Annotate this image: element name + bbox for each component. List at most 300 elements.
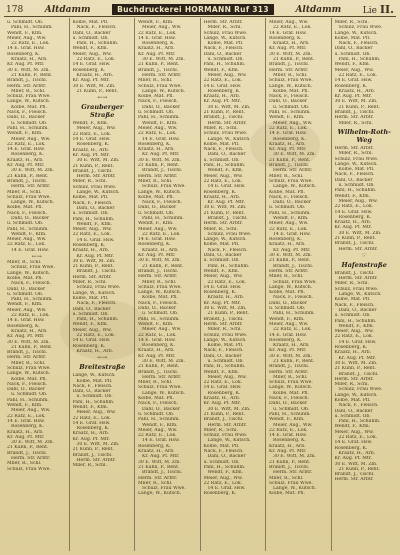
entry-line: 30 E. Witt, M. Zm.	[142, 359, 185, 364]
entry-line: Meier, Aug., Ww.	[11, 136, 51, 142]
entry-line: Herm. Str. Arbtr.	[203, 321, 243, 327]
entry-line: Brandt, J., Tischl.	[142, 168, 183, 174]
entry-line: Rosenberg, K.	[72, 242, 106, 248]
entry-line: Rosenberg, K.	[138, 443, 171, 449]
entry-line: u. Schmidt. Ob.	[7, 20, 44, 25]
entry-line: 21 Kühn, P., Rent.	[142, 263, 184, 269]
entry-line: 21 Kühn, P., Rent.	[338, 104, 380, 110]
entry-line: Wendt, F., Kfm.	[76, 221, 113, 227]
entry-line: Herm. Str. Arbtr.	[334, 145, 374, 151]
entry-line: Wendt, F., Kfm.	[334, 62, 371, 68]
entry-line: Kolbe, Mat. Pfl.	[138, 194, 174, 200]
entry-line: u. Schmidt. Ob.	[269, 205, 306, 211]
entry-line: Schulz, Frau Wwe.	[269, 480, 313, 486]
entry-line: Brandt, J., Tischl.	[7, 350, 48, 356]
entry-line: 21 Kühn, P., Rent.	[273, 57, 315, 63]
entry-line: Kr. Aug. Pf. Mtr.	[72, 152, 110, 158]
entry-line: Schulz, Frau Wwe.	[7, 194, 51, 200]
entry-line: Herm. Str. Arbtr.	[203, 20, 243, 25]
entry-line: Kr. Aug. Pf. Mtr.	[269, 348, 307, 354]
entry-line: Nack, F., Fleisch.	[138, 401, 179, 407]
entry-line: Kr. Aug. Pf. Mtr.	[203, 401, 241, 407]
entry-line: Lange, W., Kutsch.	[269, 83, 313, 89]
entry-line: Dahl, O., Bäcker	[72, 389, 111, 395]
entry-line: Brandt, J., Tischl.	[269, 364, 310, 370]
entry-line: Rosenberg, K.	[203, 290, 237, 296]
entry-line: Pahl, H., Schuhm.	[203, 364, 246, 370]
entry-line: Kolbe, Mat. Pfl.	[72, 195, 109, 201]
entry-line: 14 E. Graf. Hsw.	[338, 339, 377, 345]
entry-line: Meier, Aug., Ww.	[138, 125, 178, 131]
entry-line: 14 E. Graf. Hsw.	[269, 332, 307, 338]
entry-line: Herm. Str. Arbtr.	[7, 355, 47, 361]
entry-line: Rosenberg, K.	[138, 141, 171, 147]
entry-line: Herm. Str. Arbtr.	[11, 184, 51, 190]
entry-line: Herm. Str. Arbtr.	[273, 168, 313, 174]
entry-line: Kr. Aug. Pf. Mtr.	[334, 225, 372, 231]
entry-line: Kraatz, H., Arb.	[334, 350, 372, 356]
entry-line: Nack, F., Fleisch.	[269, 194, 310, 200]
entry-line: Herm. Str. Arbtr.	[269, 369, 309, 375]
entry-line: 30 E. Witt, M. Zm.	[138, 258, 181, 264]
entry-line: Lange, W., Kutsch.	[142, 88, 186, 94]
entry-line: 21 Kühn, P., Rent.	[207, 311, 249, 317]
entry-line: 14 E. Graf. Hsw.	[72, 62, 111, 68]
entry-line: Lange, W., Kutsch.	[338, 292, 382, 298]
entry-line: Schulz, Frau Wwe.	[142, 184, 186, 190]
entry-line: Kraatz, H., Arb.	[207, 295, 245, 301]
entry-line: Brandt, J., Tischl.	[7, 78, 48, 84]
street-title: Hafenstraße	[341, 260, 387, 269]
column-5	[266, 18, 332, 551]
entry-line: Mller, R., Schl.	[269, 475, 304, 481]
entry-line: Mller, R., Schl.	[11, 360, 46, 366]
entry-line: Nack, F., Fleisch.	[269, 396, 310, 402]
entry-line: Nack, F., Fleisch.	[203, 449, 244, 455]
entry-line: Nack, F., Fleisch.	[72, 200, 113, 206]
entry-line: Wendt, F., Kfm.	[7, 403, 43, 409]
entry-line: Lange, W., Kutsch.	[273, 184, 317, 190]
entry-line: 30 E. Witt, M. Zm.	[334, 99, 378, 105]
entry-line: Meier, Aug., Ww.	[203, 475, 243, 481]
column-2	[70, 18, 136, 551]
entry-line: Kolbe, Mat. Pfl.	[11, 376, 47, 382]
entry-line: Brandt, J., Tischl.	[7, 178, 48, 184]
entry-line: Mller, R., Schl.	[269, 274, 304, 280]
entry-line: u. Schmidt. Ob.	[72, 211, 109, 217]
entry-line: 14 E. Graf. Hsw.	[203, 284, 242, 290]
entry-line: 30 E. Witt, M. Zm.	[72, 83, 116, 89]
entry-line: 14 E. Graf. Hsw.	[138, 337, 176, 343]
entry-line: Kr. Aug. Pf. Mtr.	[138, 353, 176, 359]
entry-line: Pahl, H., Schuhm.	[334, 188, 377, 194]
entry-line: Wendt, F., Kfm.	[72, 46, 109, 52]
entry-line: 21 Kühn, P., Rent.	[334, 366, 376, 372]
entry-line: Kr. Aug. Pf. Mtr.	[269, 46, 307, 52]
entry-line: Schulz, Frau Wwe.	[273, 279, 317, 285]
entry-line: Meier, Aug., Ww.	[72, 51, 112, 57]
entry-line: Kraatz, H., Arb.	[7, 429, 44, 435]
entry-line: Dahl, O., Bäcker	[269, 300, 308, 306]
entry-line: Kolbe, Mat. Pfl.	[76, 378, 113, 384]
entry-line: Kr. Aug. Pf. Mtr.	[72, 436, 110, 442]
column-1	[4, 18, 70, 551]
entry-line: Kr. Aug. Pf. Mtr.	[203, 300, 241, 306]
entry-line: Kr. Aug. Pf. Mtr.	[273, 247, 311, 253]
entry-line: Kr. Aug. Pf. Mtr.	[142, 454, 180, 460]
entry-line: 30 E. Witt, M. Zm.	[273, 454, 316, 460]
entry-line: Kraatz, H., Arb.	[142, 247, 179, 253]
entry-line: Schulz, Frau Wwe.	[269, 178, 313, 184]
entry-line: Rosenberg, K.	[207, 390, 241, 396]
entry-line: Dahl, O., Bäcker	[334, 408, 373, 414]
entry-line: 14 E. Graf. Hsw.	[334, 209, 373, 215]
entry-line: Kraatz, H., Arb.	[7, 157, 44, 163]
entry-line: Nack, F., Fleisch.	[76, 25, 117, 31]
entry-line: 21 Kühn, P., Rent.	[203, 210, 245, 216]
entry-line: Kr. Aug. Pf. Mtr.	[142, 152, 180, 158]
entry-line: Kraatz, H., Arb.	[273, 343, 310, 349]
entry-line: Rosenberg, K.	[334, 345, 368, 351]
entry-line: Schulz, Frau Wwe.	[334, 286, 379, 292]
entry-line: Rosenberg, K.	[269, 35, 302, 41]
entry-line: Brandt, J., Tischl.	[334, 472, 375, 478]
entry-line: Meier, Aug., Ww.	[7, 35, 47, 41]
entry-line: Wendt, F., Kfm.	[138, 321, 174, 327]
entry-line: Dahl, O., Bäcker	[273, 200, 312, 206]
entry-line: Wendt, F., Kfm.	[7, 302, 43, 308]
entry-line: Lange, W., Kutsch.	[203, 337, 247, 343]
entry-line: Meier, Aug., Ww.	[72, 327, 112, 333]
entry-line: u. Schmidt. Ob.	[138, 411, 175, 417]
entry-line: Herm. Str. Arbtr.	[338, 246, 378, 252]
entry-line: Rosenberg, K.	[142, 343, 175, 349]
page-header	[6, 3, 394, 16]
entry-line: Herm. Str. Arbtr.	[142, 374, 182, 380]
entry-line: Nack, F., Fleisch.	[338, 41, 379, 47]
entry-line: Brandt, J., Tischl.	[273, 263, 314, 269]
entry-line: Wendt, F., Kfm.	[334, 193, 371, 199]
entry-line: 14 E. Graf. Hsw.	[269, 30, 307, 36]
entry-line: 30 E. Witt, M. Zm.	[334, 360, 378, 366]
entry-line: Pahl, H., Schuhm.	[138, 316, 180, 322]
entry-line: Mller, R., Schl.	[334, 20, 369, 25]
entry-line: Kraatz, H., Arb.	[203, 194, 241, 200]
entry-line: 22 Ratz, E., Lok.	[203, 480, 243, 486]
entry-line: Kraatz, H., Arb.	[338, 88, 376, 94]
entry-line: 22 Ratz, E., Lok.	[138, 433, 177, 439]
entry-line: Herm. Str. Arbtr.	[76, 457, 116, 463]
entry-line: 22 Ratz, E., Lok.	[11, 41, 50, 47]
entry-line: Brandt, J., Tischl.	[334, 241, 375, 247]
entry-line: Brandt, J., Tischl.	[334, 270, 375, 276]
entry-line: 22 Ratz, E., Lok.	[273, 327, 312, 333]
entry-line: Kr. Aug. Pf. Mtr.	[76, 253, 114, 259]
entry-line: Schulz, Frau Wwe.	[7, 466, 51, 472]
entry-line: Kraatz, H., Arb.	[76, 348, 114, 354]
entry-line: Kraatz, H., Arb.	[76, 72, 114, 78]
entry-line: Meier, Aug., Ww.	[273, 422, 313, 428]
entry-line: u. Schmidt. Ob.	[7, 291, 44, 297]
entry-line: Kolbe, Mat. Pfl.	[138, 94, 174, 100]
entry-line: u. Schmidt. Ob.	[142, 311, 179, 317]
entry-line: Kr. Aug. Pf. Mtr.	[7, 434, 45, 440]
entry-line: Pahl, H., Schuhm.	[269, 110, 311, 116]
entry-line: 22 Ratz, E., Lok.	[269, 125, 308, 131]
entry-line: Schulz, Frau Wwe.	[76, 285, 121, 291]
entry-line: Kraatz, H., Arb.	[203, 396, 241, 402]
entry-line: Schulz, Frau Wwe.	[138, 385, 182, 391]
entry-line: Rosenberg, K.	[76, 426, 110, 432]
entry-line: 14 E. Graf. Hsw.	[72, 338, 111, 344]
entry-line: Rosenberg, K.	[11, 424, 44, 430]
entry-line: 21 Kühn, P., Rent.	[338, 466, 380, 472]
entry-line: Mller, R., Schl.	[142, 279, 177, 285]
entry-line: Brandt, J., Tischl.	[72, 168, 113, 174]
entry-line: Pahl, H., Schuhm.	[203, 163, 246, 169]
entry-line: Herm. Str. Arbtr.	[269, 67, 309, 73]
entry-line: Wendt, F., Kfm.	[7, 30, 43, 36]
entry-line: u. Schmidt. Ob.	[11, 392, 48, 398]
entry-line: Schulz, Frau Wwe.	[7, 94, 51, 100]
entry-line: Brandt, J., Tischl.	[207, 215, 248, 221]
entry-line: Kolbe, Mat. Pfl.	[269, 491, 305, 497]
entry-line: Brandt, J., Tischl.	[72, 452, 113, 458]
entry-line: Herm. Str. Arbtr.	[72, 274, 112, 280]
entry-line: Pahl, H., Schuhm.	[11, 25, 53, 31]
entry-line: Mller, R., Schl.	[138, 480, 173, 486]
entry-line: u. Schmidt. Ob.	[72, 311, 109, 317]
entry-line: u. Schmidt. Ob.	[203, 258, 240, 264]
entry-line: 22 Ratz, E., Lok.	[269, 226, 308, 232]
entry-line: Lange, W., Kutsch.	[72, 373, 116, 379]
entry-line: Kraatz, H., Arb.	[138, 46, 175, 52]
entry-line: Brandt, J., Tischl.	[142, 470, 183, 476]
entry-line: u. Schmidt. Ob.	[334, 313, 371, 319]
entry-line: 22 Ratz, E., Lok.	[203, 380, 243, 386]
entry-line: Brandt, J., Tischl.	[76, 269, 117, 275]
entry-line: Lange, W., Kutsch.	[203, 35, 247, 41]
entry-line: Nack, F., Fleisch.	[142, 200, 183, 206]
entry-line: Dahl, O., Bäcker	[72, 306, 111, 312]
entry-line: Nack, F., Fleisch.	[138, 99, 179, 105]
entry-line: Wendt, F., Kfm.	[207, 168, 244, 174]
entry-line: Nack, F., Fleisch.	[334, 172, 375, 178]
entry-line: 22 Ratz, E., Lok.	[138, 332, 177, 338]
page-number-left: 178	[6, 4, 24, 15]
entry-line: 21 Kühn, P., Rent.	[138, 364, 180, 370]
entry-line: 14 E. Graf. Hsw.	[7, 318, 45, 324]
entry-line: Meier, Aug., Ww.	[76, 410, 116, 416]
entry-line: 30 E. Witt, M. Zm.	[7, 67, 50, 73]
entry-line: Rosenberg, K.	[138, 242, 171, 248]
entry-line: 22 Ratz, E., Lok.	[269, 427, 308, 433]
entry-line: Herm. Str. Arbtr.	[76, 174, 116, 180]
entry-line: 30 E. Witt, M. Zm.	[269, 51, 312, 57]
entry-line: Mller, R., Schl.	[203, 125, 238, 131]
entry-line: Kolbe, Mat. Pfl.	[334, 35, 371, 41]
entry-line: Kolbe, Mat. Pfl.	[334, 398, 371, 403]
entry-line: Mller, R., Schl.	[138, 380, 173, 386]
entry-line: Mller, R., Schl.	[7, 461, 42, 467]
entry-line: 14 E. Graf. Hsw.	[7, 418, 45, 424]
entry-line: Wendt, F., Kfm.	[138, 221, 174, 227]
entry-line: u. Schmidt. Ob.	[203, 459, 240, 465]
entry-line: 14 E. Graf. Hsw.	[7, 147, 45, 153]
entry-line: Herm. Str. Arbtr.	[138, 274, 178, 280]
entry-line: Brandt, J., Tischl.	[334, 110, 375, 116]
entry-line: Mller, R., Schl.	[138, 178, 173, 184]
entry-line: Nack, F., Fleisch.	[7, 210, 48, 216]
entry-line: Schulz, Frau Wwe.	[203, 30, 248, 36]
entry-line: Kr. Aug. Pf. Mtr.	[269, 147, 307, 153]
entry-line: Dahl, O., Bäcker	[269, 401, 308, 407]
entry-line: Meier, Aug., Ww.	[142, 327, 182, 333]
entry-line: 14 E. Graf. Hsw.	[207, 184, 246, 190]
entry-line: Rosenberg, K.	[203, 491, 237, 497]
entry-line: u. Schmidt. Ob.	[203, 157, 240, 163]
entry-line: 30 E. Witt, M. Zm.	[334, 461, 378, 467]
entry-line: Kr. Aug. Pf. Mtr.	[7, 163, 45, 169]
double-arrow-icon: ←→	[97, 94, 108, 102]
entry-line: Dahl, O., Bäcker	[203, 353, 242, 359]
entry-line: Meier, Aug., Ww.	[269, 221, 309, 227]
entry-line: Nack, F., Fleisch.	[72, 383, 113, 389]
entry-line: Rosenberg, K.	[207, 88, 241, 94]
entry-line: Kolbe, Mat. Pfl.	[203, 242, 240, 248]
double-arrow-icon: ←→	[31, 253, 42, 261]
entry-line: 14 E. Graf. Hsw.	[72, 137, 111, 143]
entry-line: Mller, R., Schl.	[269, 173, 304, 179]
entry-line: 21 Kühn, P., Rent.	[7, 173, 49, 179]
entry-line: 21 Kühn, P., Rent.	[203, 411, 245, 417]
street-header-right: Altdamm	[295, 4, 342, 15]
entry-line: Dahl, O., Bäcker	[142, 104, 181, 110]
entry-line: u. Schmidt. Ob.	[207, 57, 244, 63]
entry-line: 14 E. Graf. Hsw.	[142, 136, 180, 142]
page-number-right	[363, 3, 394, 16]
entry-line: Nack, F., Fleisch.	[338, 403, 379, 409]
entry-line: Kraatz, H., Arb.	[72, 431, 110, 437]
entry-line: Pahl, H., Schuhm.	[338, 57, 381, 63]
entry-line: Schulz, Frau Wwe.	[207, 231, 252, 237]
entry-line: 22 Ratz, E., Lok.	[7, 141, 46, 147]
entry-line: Mller, R., Schl.	[338, 120, 373, 126]
entry-line: Rosenberg, K.	[142, 41, 175, 47]
entry-line: Meier, Aug., Ww.	[269, 20, 309, 25]
entry-line: Lange, W., Kutsch.	[207, 136, 251, 142]
street-title: Breitestraße	[79, 363, 126, 372]
entry-line: Meier, Aug., Ww.	[7, 307, 47, 313]
entry-line: Nack, F., Fleisch.	[269, 94, 310, 100]
entry-line: Kolbe, Mat. Pfl.	[11, 104, 47, 110]
entry-line: Herm. Str. Arbtr.	[334, 115, 374, 121]
entry-line: 14 E. Graf. Hsw.	[138, 237, 176, 243]
entry-line: Kr. Aug. Pf. Mtr.	[203, 99, 241, 105]
entry-line: Pahl, H., Schuhm.	[142, 215, 184, 221]
entry-line: Pahl, H., Schuhm.	[72, 399, 115, 405]
entry-line: Rosenberg, K.	[273, 136, 306, 142]
entry-line: Pahl, H., Schuhm.	[207, 263, 250, 269]
entry-line: Wendt, F., Kfm.	[269, 316, 305, 322]
entry-line: 22 Ratz, E., Lok.	[138, 131, 177, 137]
entry-line: Herm. Str. Arbtr.	[138, 173, 178, 179]
entry-line: 30 E. Witt, M. Zm.	[11, 440, 54, 446]
entry-line: Kolbe, Mat. Pfl.	[7, 275, 43, 281]
entry-line: Pahl, H., Schuhm.	[76, 317, 119, 323]
header-rule	[4, 16, 396, 17]
entry-line: Nack, F., Fleisch.	[334, 302, 375, 308]
entry-line: Wendt, F., Kfm.	[142, 422, 178, 428]
entry-line: Nack, F., Fleisch.	[207, 247, 248, 253]
entry-line: Mller, R., Schl.	[207, 25, 242, 31]
entry-line: Herm. Str. Arbtr.	[207, 422, 247, 428]
entry-line: 14 E. Graf. Hsw.	[334, 440, 373, 446]
entry-line: u. Schmidt. Ob.	[138, 110, 175, 116]
entry-line: Kraatz, H., Arb.	[334, 220, 372, 226]
entry-line: Meier, Aug., Ww.	[72, 227, 112, 233]
entry-line: Schulz, Frau Wwe.	[338, 387, 383, 393]
entry-line: 22 Ratz, E., Lok.	[334, 334, 374, 340]
entry-line: Kr. Aug. Pf. Mtr.	[334, 94, 372, 100]
entry-line: Brandt, J., Tischl.	[7, 450, 48, 456]
entry-line: 30 E. Witt, M. Zm.	[207, 406, 251, 412]
entry-line: Nack, F., Fleisch.	[203, 147, 244, 153]
entry-line: 21 Kühn, P., Rent.	[138, 464, 180, 470]
entry-line: Pahl, H., Schuhm.	[273, 311, 315, 317]
entry-line: Kolbe, Mat. Pfl.	[138, 396, 174, 402]
entry-line: Mller, R., Schl.	[203, 226, 238, 232]
entry-line: 14 E. Graf. Hsw.	[273, 231, 311, 237]
entry-line: Pahl, H., Schuhm.	[76, 41, 119, 47]
entry-line: Kraatz, H., Arb.	[273, 41, 310, 47]
entry-line: Mller, R., Schl.	[11, 88, 46, 94]
entry-line: 30 E. Witt, M. Zm.	[11, 168, 54, 174]
entry-line: Lange, W., Kutsch.	[334, 161, 378, 167]
entry-line: Dahl, O., Bäcker	[7, 387, 46, 393]
entry-line: Mller, R., Schl.	[7, 260, 42, 266]
entry-line: 14 E. Graf. Hsw.	[11, 247, 49, 253]
entry-line: 21 Kühn, P., Rent.	[72, 163, 114, 169]
entry-line: Meier, Aug., Ww.	[269, 321, 309, 327]
entry-line: 22 Ratz, E., Lok.	[72, 415, 112, 421]
entry-line: Rosenberg, K.	[338, 214, 372, 220]
entry-line: Kolbe, Mat. Pfl.	[273, 390, 309, 396]
entry-line: 30 E. Witt, M. Zm.	[76, 442, 120, 448]
entry-line: 22 Ratz, E., Lok.	[7, 413, 46, 419]
entry-line: Rosenberg, K.	[269, 237, 302, 243]
entry-line: Kraatz, H., Arb.	[11, 328, 48, 334]
entry-line: Herm. Str. Arbtr.	[138, 475, 178, 481]
entry-line: u. Schmidt. Ob.	[207, 359, 244, 364]
entry-line: 30 E. Witt, M. Zm.	[269, 253, 312, 259]
entry-line: 21 Kühn, P., Rent.	[203, 110, 245, 116]
entry-line: Pahl, H., Schuhm.	[338, 419, 381, 425]
entry-line: Lange, W., Kutsch.	[334, 30, 378, 36]
entry-line: Schulz, Frau Wwe.	[142, 486, 186, 492]
entry-line: Kr. Aug. Pf. Mtr.	[7, 334, 45, 340]
entry-line: Lange, W., Kutsch.	[138, 189, 182, 195]
entry-line: Kolbe, Mat. Pfl.	[273, 88, 309, 94]
entry-line: Nack, F., Fleisch.	[76, 301, 117, 307]
entry-line: Dahl, O., Bäcker	[338, 307, 377, 313]
entry-line: 30 E. Witt, M. Zm.	[138, 459, 181, 465]
entry-line: u. Schmidt. Ob.	[334, 413, 371, 419]
entry-line: Brandt, J., Tischl.	[138, 369, 179, 375]
entry-line: 21 Kühn, P., Rent.	[334, 235, 376, 241]
entry-line: Schulz, Frau Wwe.	[138, 284, 182, 290]
entry-line: Lange, W., Kutsch.	[76, 190, 120, 196]
